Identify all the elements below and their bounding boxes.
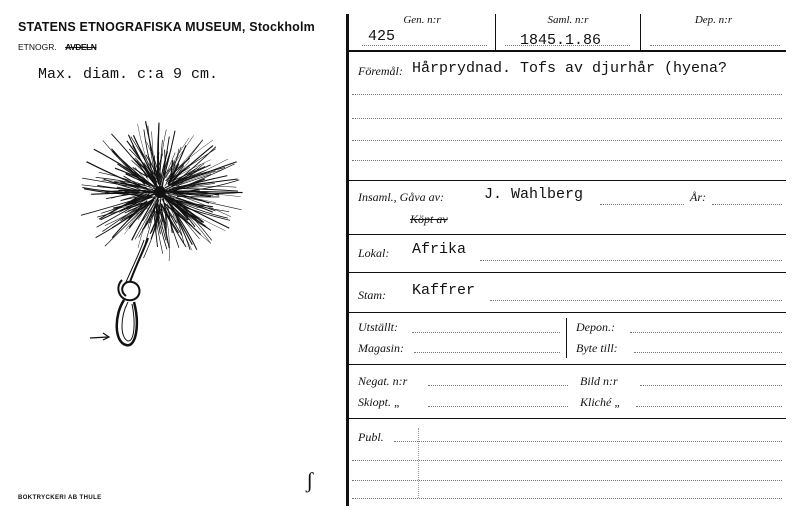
dotted-line <box>352 498 782 499</box>
dotted-line <box>600 204 684 205</box>
dotted-line <box>352 480 782 481</box>
dotted-line <box>640 385 782 386</box>
dotted-line <box>630 332 782 333</box>
dotted-line <box>352 94 782 95</box>
dotted-line <box>414 352 560 353</box>
kliche-label: Kliché „ <box>580 395 621 409</box>
dotted-line <box>505 45 630 46</box>
section-rule <box>346 180 786 181</box>
dotted-line <box>636 406 782 407</box>
kopt-av-struck: Köpt av <box>410 212 448 226</box>
ar-label: År: <box>690 190 706 204</box>
byte-till-label: Byte till: <box>576 341 618 355</box>
section-rule <box>346 272 786 273</box>
museum-name: STATENS ETNOGRAFISKA MUSEUM, <box>18 20 246 34</box>
saml-nr-label: Saml. n:r <box>547 14 589 26</box>
gen-nr-value: 425 <box>368 28 396 45</box>
monogram-mark-icon: ʃ <box>306 468 314 493</box>
dotted-line <box>650 45 780 46</box>
gen-nr-label: Gen. n:r <box>403 14 441 26</box>
museum-city: Stockholm <box>249 20 315 34</box>
dotted-line <box>412 332 560 333</box>
foremal-label: Föremål: <box>358 64 403 78</box>
magasin-label: Magasin: <box>358 341 404 355</box>
lokal-value: Afrika <box>412 241 467 258</box>
dotted-line <box>394 441 782 442</box>
dotted-line <box>352 160 782 161</box>
dotted-line <box>480 260 782 261</box>
department-line <box>18 42 96 52</box>
depon-label: Depon.: <box>576 320 615 334</box>
dotted-line <box>362 45 487 46</box>
publ-label: Publ. <box>358 430 384 444</box>
stam-label: Stam: <box>358 288 386 302</box>
section-rule <box>346 364 786 365</box>
hair-tuft-drawing-icon <box>70 120 260 360</box>
dotted-line <box>490 300 782 301</box>
negat-label: Negat. n:r <box>358 374 408 388</box>
section-rule <box>346 418 786 419</box>
publ-guide <box>418 428 420 498</box>
insaml-label: Insaml., Gåva av: <box>358 190 444 204</box>
foremal-value: Hårprydnad. Tofs av djurhår (hyena? <box>412 60 728 77</box>
card-left-border <box>346 14 349 506</box>
department-prefix: ETNOGR. <box>18 42 57 52</box>
stam-value: Kaffrer <box>412 282 476 299</box>
dotted-line <box>428 406 568 407</box>
bild-label: Bild n:r <box>580 374 618 388</box>
lokal-label: Lokal: <box>358 246 390 260</box>
header-rule <box>346 50 786 52</box>
dotted-line <box>428 385 568 386</box>
museum-header <box>18 20 315 34</box>
dep-nr-label: Dep. n:r <box>694 14 733 26</box>
insaml-value: J. Wahlberg <box>484 186 584 203</box>
skiopt-label: Skiopt. „ <box>358 395 401 409</box>
utstallt-divider <box>566 318 567 358</box>
dotted-line <box>352 460 782 461</box>
department-struck: AVDELN <box>65 42 97 52</box>
max-diameter-note: Max. diam. c:a 9 cm. <box>38 66 219 83</box>
dotted-line <box>352 118 782 119</box>
dotted-line <box>712 204 782 205</box>
section-rule <box>346 234 786 235</box>
dotted-line <box>352 140 782 141</box>
section-rule <box>346 312 786 313</box>
tuft-center-icon <box>154 186 166 198</box>
dotted-line <box>634 352 782 353</box>
utstallt-label: Utställt: <box>358 320 399 334</box>
saml-nr-value: 1845.1.86 <box>520 32 602 49</box>
printer-imprint: BOKTRYCKERI AB THULE <box>18 495 102 501</box>
